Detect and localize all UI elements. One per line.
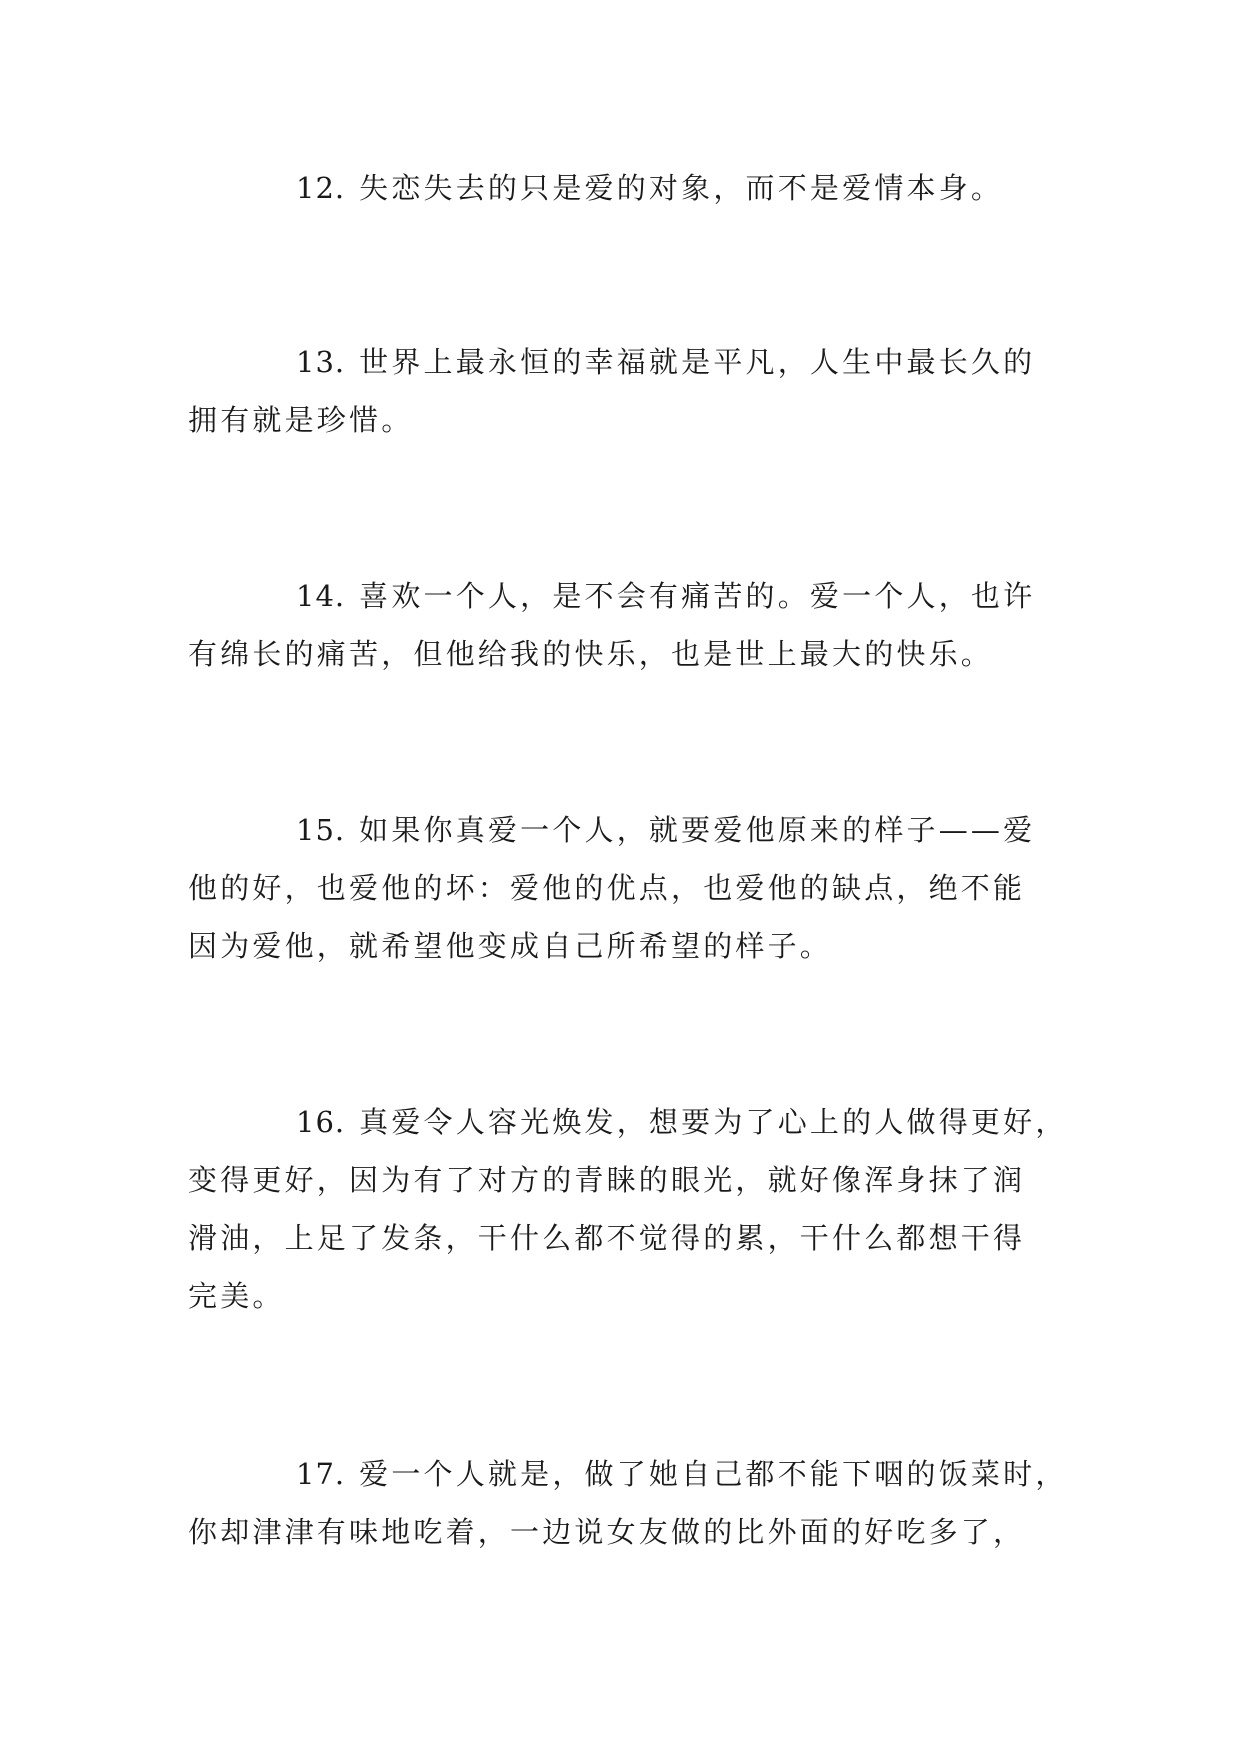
paragraph-16 — [188, 1093, 1068, 1325]
paragraph-number: 13. — [296, 345, 346, 379]
paragraph-line: 变得更好，因为有了对方的青睐的眼光，就好像浑身抹了润 — [188, 1163, 1026, 1197]
paragraph-line: 世界上最永恒的幸福就是平凡，人生中最长久的 — [359, 345, 1036, 379]
paragraph-line: 你却津津有味地吃着，一边说女友做的比外面的好吃多了， — [188, 1515, 1026, 1549]
paragraph-line: 他的好，也爱他的坏：爱他的优点，也爱他的缺点，绝不能 — [188, 871, 1026, 905]
paragraph-number: 14. — [296, 579, 346, 613]
paragraph-line: 拥有就是珍惜。 — [188, 403, 414, 437]
paragraph-line: 有绵长的痛苦，但他给我的快乐，也是世上最大的快乐。 — [188, 637, 994, 671]
paragraph-line: 因为爱他，就希望他变成自己所希望的样子。 — [188, 929, 833, 963]
paragraph-line: 爱一个人就是，做了她自己都不能下咽的饭菜时， — [359, 1457, 1068, 1491]
paragraph-12 — [188, 159, 1058, 217]
paragraph-line: 滑油，上足了发条，干什么都不觉得的累，干什么都想干得 — [188, 1221, 1026, 1255]
paragraph-17 — [188, 1445, 1068, 1561]
paragraph-number: 12. — [296, 171, 346, 205]
paragraph-number: 15. — [296, 813, 346, 847]
paragraph-14 — [188, 567, 1058, 683]
paragraph-line: 如果你真爱一个人，就要爱他原来的样子——爱 — [359, 813, 1036, 847]
paragraph-15 — [188, 801, 1058, 975]
paragraph-line: 喜欢一个人，是不会有痛苦的。爱一个人，也许 — [359, 579, 1036, 613]
paragraph-line: 失恋失去的只是爱的对象，而不是爱情本身。 — [359, 171, 1004, 205]
paragraph-line: 真爱令人容光焕发，想要为了心上的人做得更好， — [359, 1105, 1068, 1139]
paragraph-line: 完美。 — [188, 1279, 285, 1313]
paragraph-13 — [188, 333, 1058, 449]
paragraph-number: 17. — [296, 1457, 346, 1491]
paragraph-number: 16. — [296, 1105, 346, 1139]
